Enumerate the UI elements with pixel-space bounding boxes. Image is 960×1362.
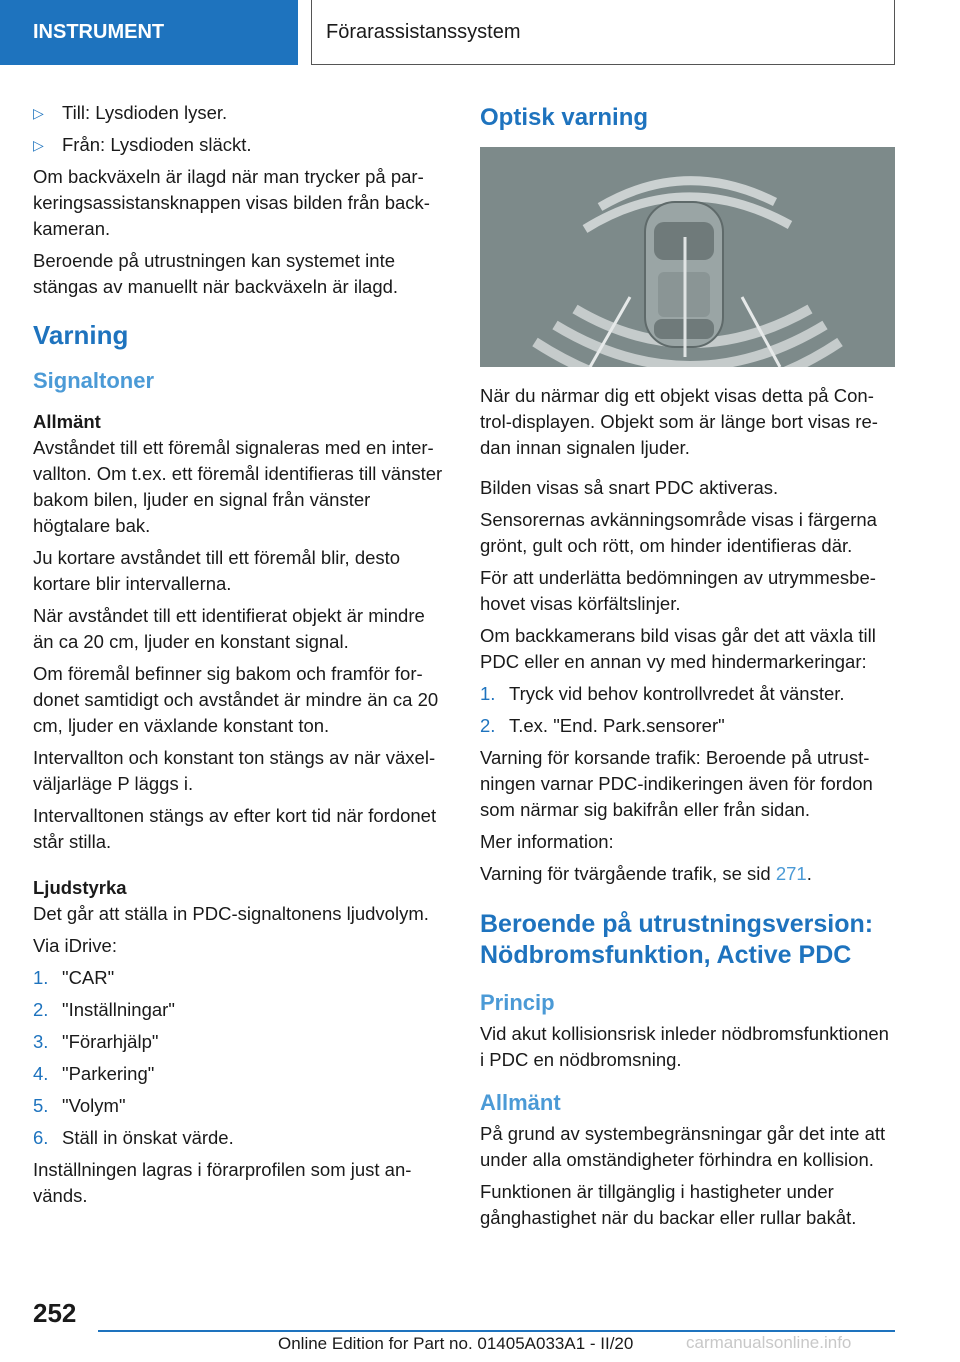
triangle-bullet-icon: ▷ <box>33 137 44 153</box>
edition-note: Online Edition for Part no. 01405A033A1 - II/20 <box>278 1334 634 1353</box>
paragraph: Varning för tvärgående trafik, se sid 271. <box>480 863 812 884</box>
paragraph: Om backväxeln är ilagd när man trycker på parkeringsassistansknappen visas bilden från backkameran. <box>33 166 430 239</box>
paragraph: Beroende på utrustningen kan systemet inte stängas av manuellt när backväxeln är ilagd. <box>33 250 399 297</box>
footer-divider <box>98 1330 895 1332</box>
chapter-title: Förarassistanssystem <box>326 21 521 43</box>
paragraph: Avståndet till ett föremål signaleras med en intervallton. Om t.ex. ett föremål identifieras till vänster bakom bilen, ljuder en signal från vänster högtalare bak. <box>33 437 443 536</box>
heading-princip: Princip <box>480 990 555 1015</box>
paragraph: Bilden visas så snart PDC aktiveras. <box>480 477 779 498</box>
list-item: ▷ Till: Lysdioden lyser. <box>33 100 448 126</box>
chapter-header <box>311 0 895 65</box>
list-item: 5. "Volym" <box>33 1095 126 1116</box>
paragraph: På grund av systembegränsningar går det inte att under alla omständigheter förhindra en kollision. <box>480 1123 886 1170</box>
paragraph: Intervallton och konstant ton stängs av när växelväljarläge P läggs i. <box>33 747 436 794</box>
paragraph: Om backkamerans bild visas går det att växla till PDC eller en annan vy med hindermarkeringar: <box>480 625 876 672</box>
heading-allmant: Allmänt <box>33 411 101 432</box>
paragraph: Via iDrive: <box>33 935 117 956</box>
paragraph: Sensorernas avkänningsområde visas i färgerna grönt, gult och rött, om hinder identifieras där. <box>480 509 877 556</box>
paragraph: Om föremål befinner sig bakom och framför fordonet samtidigt och avståndet är mindre än ca 20 cm, ljuder en växlande konstant ton. <box>33 663 439 736</box>
paragraph: Varning för korsande trafik: Beroende på utrustningen varnar PDC-indikeringen även för fordon som närmar sig bakifrån eller från sidan. <box>480 747 873 820</box>
car-top-view-icon <box>480 147 895 367</box>
heading-signaltoner: Signaltoner <box>33 368 155 393</box>
paragraph: Ju kortare avståndet till ett föremål blir, desto kortare blir intervallerna. <box>33 547 401 594</box>
page-link-271[interactable]: 271 <box>775 863 807 884</box>
paragraph: Mer information: <box>480 831 614 852</box>
heading-allmant-right: Allmänt <box>480 1090 561 1115</box>
paragraph: Inställningen lagras i förarprofilen som just används. <box>33 1159 412 1206</box>
list-item: 3. "Förarhjälp" <box>33 1031 159 1052</box>
paragraph: När avståndet till ett identifierat objekt är mindre än ca 20 cm, ljuder en konstant signal. <box>33 605 425 652</box>
paragraph: Vid akut kollisionsrisk inleder nödbromsfunktionen i PDC en nödbromsning. <box>480 1023 889 1070</box>
right-column <box>480 100 897 1237</box>
heading-beroende: Beroende på utrustningsversion: Nödbromsfunktion, Active PDC <box>480 910 874 969</box>
page-number: 252 <box>33 1298 77 1328</box>
list-item: 1. Tryck vid behov kontrollvredet åt vänster. <box>480 683 845 704</box>
heading-ljudstyrka: Ljudstyrka <box>33 877 127 898</box>
heading-varning: Varning <box>33 320 129 350</box>
list-item: 6. Ställ in önskat värde. <box>33 1127 234 1148</box>
list-item: 1. "CAR" <box>33 967 115 988</box>
section-title: INSTRUMENT <box>33 21 165 43</box>
list-item: 2. T.ex. "End. Park.sensorer" <box>480 715 725 736</box>
paragraph: För att underlätta bedömningen av utrymmesbehovet visas körfältslinjer. <box>480 567 876 614</box>
list-item: 2. "Inställningar" <box>33 999 175 1020</box>
list-item: 4. "Parkering" <box>33 1063 155 1084</box>
paragraph: Funktionen är tillgänglig i hastigheter under gånghastighet när du backar eller rullar bakåt. <box>480 1181 857 1228</box>
paragraph: När du närmar dig ett objekt visas detta på Control-displayen. Objekt som är länge bort visas redan innan signalen ljuder. <box>480 385 878 458</box>
list-item: ▷ Från: Lysdioden släckt. <box>33 132 448 158</box>
paragraph: Det går att ställa in PDC-signaltonens ljudvolym. <box>33 903 429 924</box>
triangle-bullet-icon: ▷ <box>33 105 44 121</box>
left-column <box>33 100 448 1215</box>
watermark: carmanualsonline.info <box>686 1333 852 1352</box>
heading-optisk-varning: Optisk varning <box>480 104 649 131</box>
pdc-display-illustration <box>480 147 895 367</box>
section-tab <box>0 0 298 65</box>
paragraph: Intervalltonen stängs av efter kort tid när fordonet står stilla. <box>33 805 437 852</box>
